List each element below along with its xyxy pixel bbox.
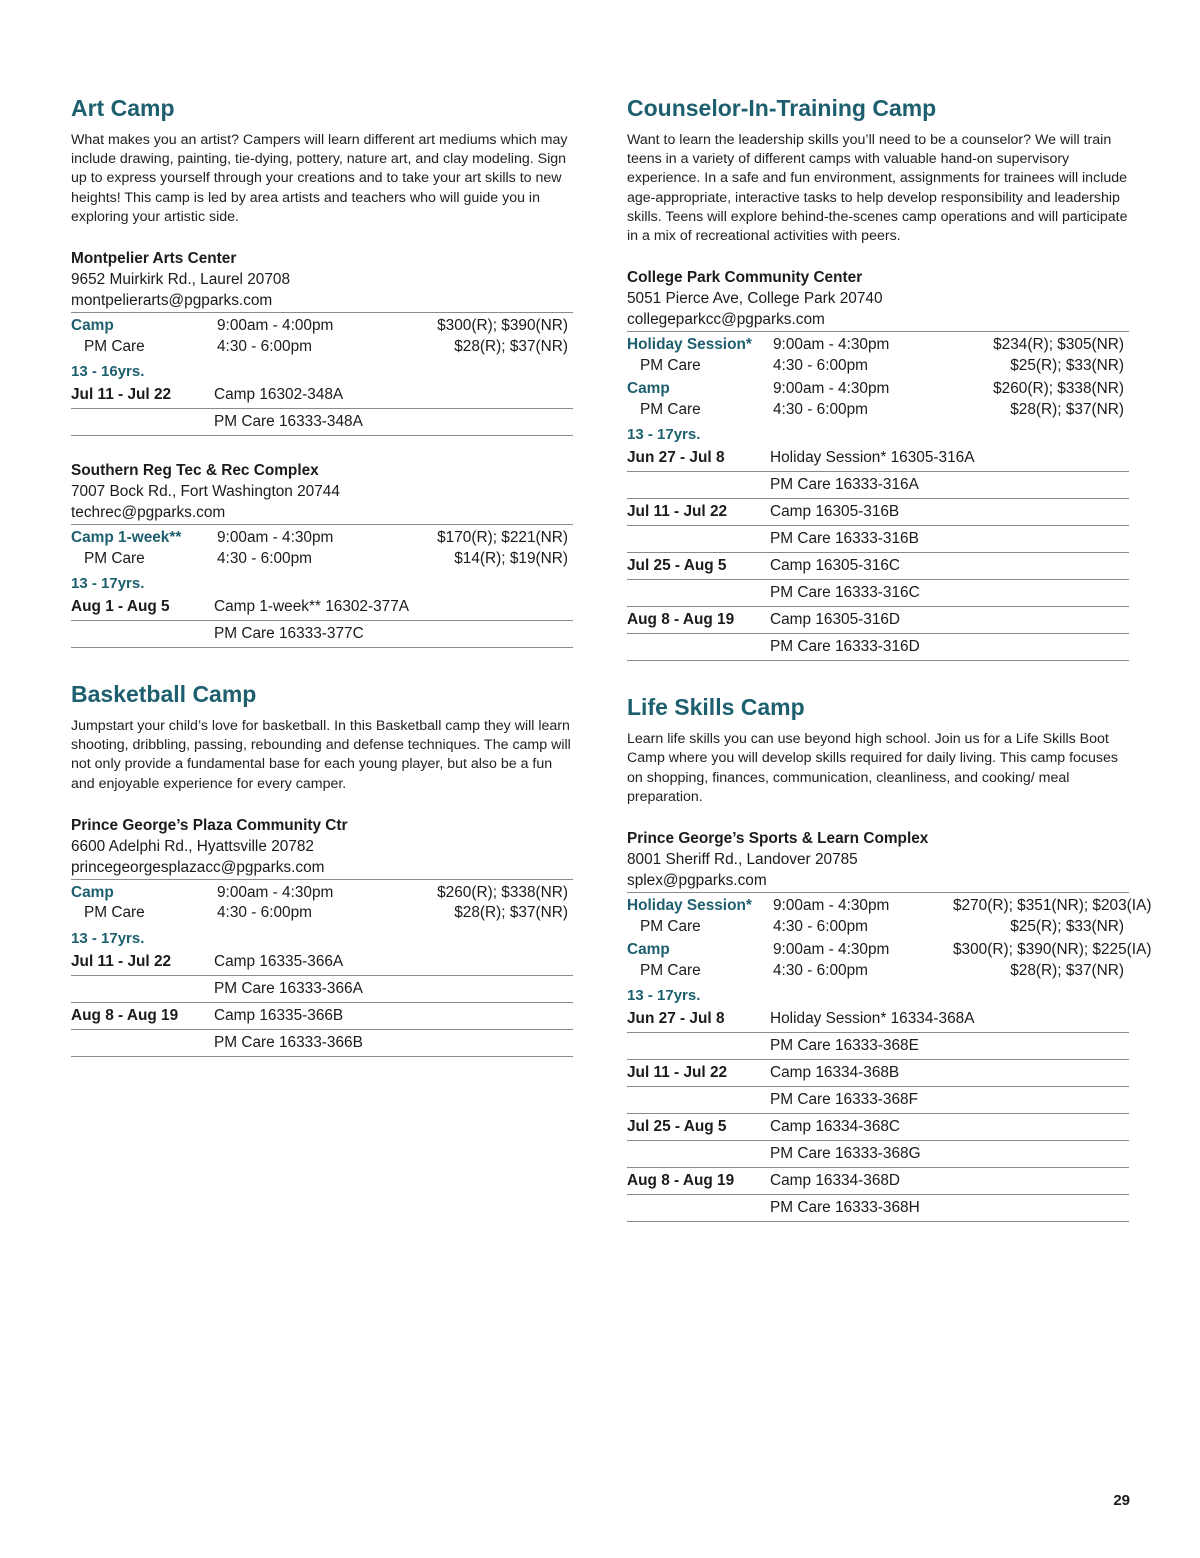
session-date: [71, 1033, 214, 1053]
section-title: Basketball Camp: [71, 681, 257, 708]
session-row: [627, 553, 1129, 580]
session-code: PM Care 16333-348A: [214, 413, 363, 431]
section-title: Life Skills Camp: [627, 694, 805, 721]
session-row: [71, 409, 573, 436]
program-row: [627, 961, 1129, 982]
program-time: 9:00am - 4:30pm: [773, 897, 890, 915]
art-camp-section: [71, 92, 573, 648]
age-range: 13 - 17yrs.: [71, 929, 145, 947]
program-name: Camp 1-week**: [71, 529, 182, 547]
location-name: Prince George’s Sports & Learn Complex: [627, 830, 929, 848]
program-name: PM Care: [640, 400, 701, 418]
program-time: 9:00am - 4:30pm: [217, 883, 334, 901]
session-row: [71, 1003, 573, 1030]
session-date: [627, 1036, 770, 1056]
session-date: Jul 25 - Aug 5: [627, 557, 727, 575]
program-fee: $300(R); $390(NR): [437, 317, 568, 335]
location-address: 5051 Pierce Ave, College Park 20740: [627, 290, 883, 308]
program-fee: $270(R); $351(NR); $203(IA): [953, 897, 1152, 915]
program-fee: $170(R); $221(NR): [437, 529, 568, 547]
location-email[interactable]: splex@pgparks.com: [627, 870, 1129, 893]
program-time: 4:30 - 6:00pm: [217, 904, 312, 922]
section-description: Learn life skills you can use beyond high school. Join us for a Life Skills Boot Camp where you will develop skills required for daily living. This camp focuses on shopping, finances, communication, cleanliness, and cooking/ meal preparation.: [627, 731, 1118, 805]
session-row: [71, 621, 573, 648]
location-email[interactable]: princegeorgesplazacc@pgparks.com: [71, 857, 573, 880]
age-range: 13 - 16yrs.: [71, 363, 145, 381]
location-email[interactable]: collegeparkcc@pgparks.com: [627, 309, 1129, 332]
location-name: Southern Reg Tec & Rec Complex: [71, 462, 319, 480]
program-row: [627, 917, 1129, 938]
program-name: Camp: [627, 941, 670, 959]
session-code: PM Care 16333-316C: [770, 584, 920, 602]
program-name: PM Care: [84, 549, 145, 567]
location-name: Prince George’s Plaza Community Ctr: [71, 816, 348, 834]
location-name: Montpelier Arts Center: [71, 250, 237, 268]
location-address: 6600 Adelphi Rd., Hyattsville 20782: [71, 837, 314, 855]
session-code: PM Care 16333-368H: [770, 1199, 920, 1217]
session-code: Camp 16335-366A: [214, 952, 344, 970]
session-date: [627, 1090, 770, 1110]
session-code: PM Care 16333-368G: [770, 1145, 921, 1163]
program-row: [627, 940, 1152, 961]
program-row: [71, 883, 573, 904]
session-date: Aug 8 - Aug 19: [71, 1006, 179, 1024]
section-description: Jumpstart your child’s love for basketball. In this Basketball camp they will learn shooting, dribbling, passing, rebounding and defense techniques. The camp will not only provide a fundamental base for each young player, but also be a fun and enjoyable experience for every camper.: [71, 718, 571, 792]
session-row: [627, 1114, 1129, 1141]
program-time: 4:30 - 6:00pm: [773, 917, 868, 935]
program-row: [71, 903, 573, 924]
page-number: 29: [1113, 1492, 1130, 1509]
location-email[interactable]: techrec@pgparks.com: [71, 502, 573, 525]
session-row: [627, 1087, 1129, 1114]
session-code: Camp 16302-348A: [214, 386, 344, 404]
location-block: [627, 267, 1129, 661]
location-email[interactable]: montpelierarts@pgparks.com: [71, 290, 573, 313]
program-fee: $260(R); $338(NR): [993, 380, 1124, 398]
session-row: [627, 445, 1129, 472]
program-name: PM Care: [640, 356, 701, 374]
program-row: [627, 896, 1152, 917]
program-time: 4:30 - 6:00pm: [773, 356, 868, 374]
program-time: 9:00am - 4:30pm: [773, 336, 890, 354]
program-name: Holiday Session*: [627, 336, 752, 354]
program-fee: $28(R); $37(NR): [1010, 961, 1124, 979]
program-row: [71, 337, 573, 358]
section-description: What makes you an artist? Campers will learn different art mediums which may include drawing, painting, tie-dying, pottery, nature art, and clay modeling. Sign up to express yourself through your creations and to take your art skills to new heights! This camp is led by area artists and teachers who will guide you in exploring your artistic side.: [71, 132, 568, 225]
program-time: 4:30 - 6:00pm: [773, 400, 868, 418]
session-code: Holiday Session* 16305-316A: [770, 449, 975, 467]
program-row: [627, 400, 1129, 421]
right-column: [627, 92, 1152, 1252]
session-row: [627, 1006, 1129, 1033]
program-fee: $234(R); $305(NR): [993, 336, 1124, 354]
program-time: 9:00am - 4:30pm: [773, 941, 890, 959]
location-block: [71, 815, 573, 1057]
session-code: Camp 16334-368D: [770, 1172, 901, 1190]
session-row: [627, 472, 1129, 499]
location-block: [71, 460, 573, 648]
session-row: [627, 1195, 1129, 1222]
program-name: PM Care: [84, 337, 145, 355]
session-row: [627, 499, 1129, 526]
session-date: [627, 529, 770, 549]
left-column: [71, 92, 573, 1087]
program-time: 4:30 - 6:00pm: [217, 337, 312, 355]
program-fee: $28(R); $37(NR): [454, 904, 568, 922]
age-range: 13 - 17yrs.: [627, 426, 701, 444]
session-code: PM Care 16333-366A: [214, 979, 363, 997]
age-range: 13 - 17yrs.: [627, 987, 701, 1005]
session-code: PM Care 16333-366B: [214, 1033, 363, 1051]
session-code: Camp 16305-316C: [770, 557, 901, 575]
session-row: [71, 382, 573, 409]
session-date: Jul 11 - Jul 22: [627, 1064, 728, 1082]
program-name: Holiday Session*: [627, 897, 752, 915]
program-time: 9:00am - 4:00pm: [217, 317, 334, 335]
location-block: [71, 248, 573, 436]
session-code: Camp 1-week** 16302-377A: [214, 598, 410, 616]
session-date: Jul 11 - Jul 22: [627, 503, 728, 521]
session-row: [71, 976, 573, 1003]
session-date: [71, 624, 214, 644]
life-skills-camp-section: [627, 691, 1152, 1222]
session-code: PM Care 16333-368E: [770, 1037, 919, 1055]
session-code: PM Care 16333-316A: [770, 476, 919, 494]
section-title: Art Camp: [71, 95, 175, 121]
session-row: [627, 634, 1129, 661]
program-time: 9:00am - 4:30pm: [217, 529, 334, 547]
session-date: Jun 27 - Jul 8: [627, 449, 725, 467]
session-date: Jul 11 - Jul 22: [71, 952, 172, 970]
program-time: 9:00am - 4:30pm: [773, 380, 890, 398]
session-date: [627, 1198, 770, 1218]
program-time: 4:30 - 6:00pm: [773, 961, 868, 979]
session-row: [71, 949, 573, 976]
session-code: Holiday Session* 16334-368A: [770, 1010, 975, 1028]
program-row: [71, 528, 573, 549]
program-fee: $260(R); $338(NR): [437, 883, 568, 901]
session-date: [71, 412, 214, 432]
session-date: Aug 8 - Aug 19: [627, 611, 735, 629]
program-fee: $25(R); $33(NR): [1010, 917, 1124, 935]
session-code: PM Care 16333-368F: [770, 1091, 918, 1109]
program-name: Camp: [627, 380, 670, 398]
program-row: [627, 379, 1129, 400]
program-row: [627, 356, 1129, 377]
location-address: 8001 Sheriff Rd., Landover 20785: [627, 851, 858, 869]
session-date: Jul 11 - Jul 22: [71, 386, 172, 404]
counselor-in-training-section: [627, 92, 1129, 661]
program-name: PM Care: [640, 961, 701, 979]
basketball-camp-section: [71, 678, 573, 1057]
session-date: [627, 475, 770, 495]
session-row: [627, 607, 1129, 634]
program-name: Camp: [71, 883, 114, 901]
session-date: Aug 1 - Aug 5: [71, 598, 170, 616]
session-code: Camp 16334-368C: [770, 1118, 901, 1136]
age-range: 13 - 17yrs.: [71, 575, 145, 593]
session-date: Aug 8 - Aug 19: [627, 1172, 735, 1190]
location-name: College Park Community Center: [627, 269, 863, 287]
location-block: [627, 828, 1152, 1222]
session-row: [627, 1168, 1129, 1195]
session-date: [627, 1144, 770, 1164]
program-name: PM Care: [84, 904, 145, 922]
program-fee: $25(R); $33(NR): [1010, 356, 1124, 374]
session-date: Jun 27 - Jul 8: [627, 1010, 725, 1028]
session-row: [71, 1030, 573, 1057]
program-fee: $28(R); $37(NR): [1010, 400, 1124, 418]
session-date: [71, 979, 214, 999]
program-name: PM Care: [640, 917, 701, 935]
program-fee: $300(R); $390(NR); $225(IA): [953, 941, 1152, 959]
session-code: PM Care 16333-316B: [770, 530, 919, 548]
location-address: 9652 Muirkirk Rd., Laurel 20708: [71, 271, 291, 289]
session-row: [627, 526, 1129, 553]
session-row: [71, 594, 573, 621]
section-title: Counselor-In-Training Camp: [627, 95, 937, 121]
session-row: [627, 1060, 1129, 1087]
program-row: [627, 335, 1129, 356]
session-code: Camp 16334-368B: [770, 1064, 900, 1082]
program-row: [71, 549, 573, 570]
session-code: PM Care 16333-377C: [214, 625, 364, 643]
session-row: [627, 580, 1129, 607]
session-code: PM Care 16333-316D: [770, 638, 920, 656]
session-date: Jul 25 - Aug 5: [627, 1118, 727, 1136]
location-address: 7007 Bock Rd., Fort Washington 20744: [71, 483, 340, 501]
session-code: Camp 16305-316B: [770, 503, 900, 521]
session-date: [627, 637, 770, 657]
session-code: Camp 16305-316D: [770, 611, 901, 629]
program-name: Camp: [71, 317, 114, 335]
program-row: [71, 316, 573, 337]
session-date: [627, 583, 770, 603]
program-time: 4:30 - 6:00pm: [217, 549, 312, 567]
session-row: [627, 1033, 1129, 1060]
section-description: Want to learn the leadership skills you’ll need to be a counselor? We will train teens in a variety of different camps with valuable hand-on supervisory experience. In a safe and fun environment, assignments for trainees will include age-appropriate, interactive tasks to help develop responsibility and leadership skills. Teens will explore behind-the-scenes camp operations and will participate in a mix of recreational activities with peers.: [627, 132, 1128, 245]
program-fee: $28(R); $37(NR): [454, 337, 568, 355]
program-fee: $14(R); $19(NR): [454, 549, 568, 567]
session-code: Camp 16335-366B: [214, 1006, 344, 1024]
session-row: [627, 1141, 1129, 1168]
